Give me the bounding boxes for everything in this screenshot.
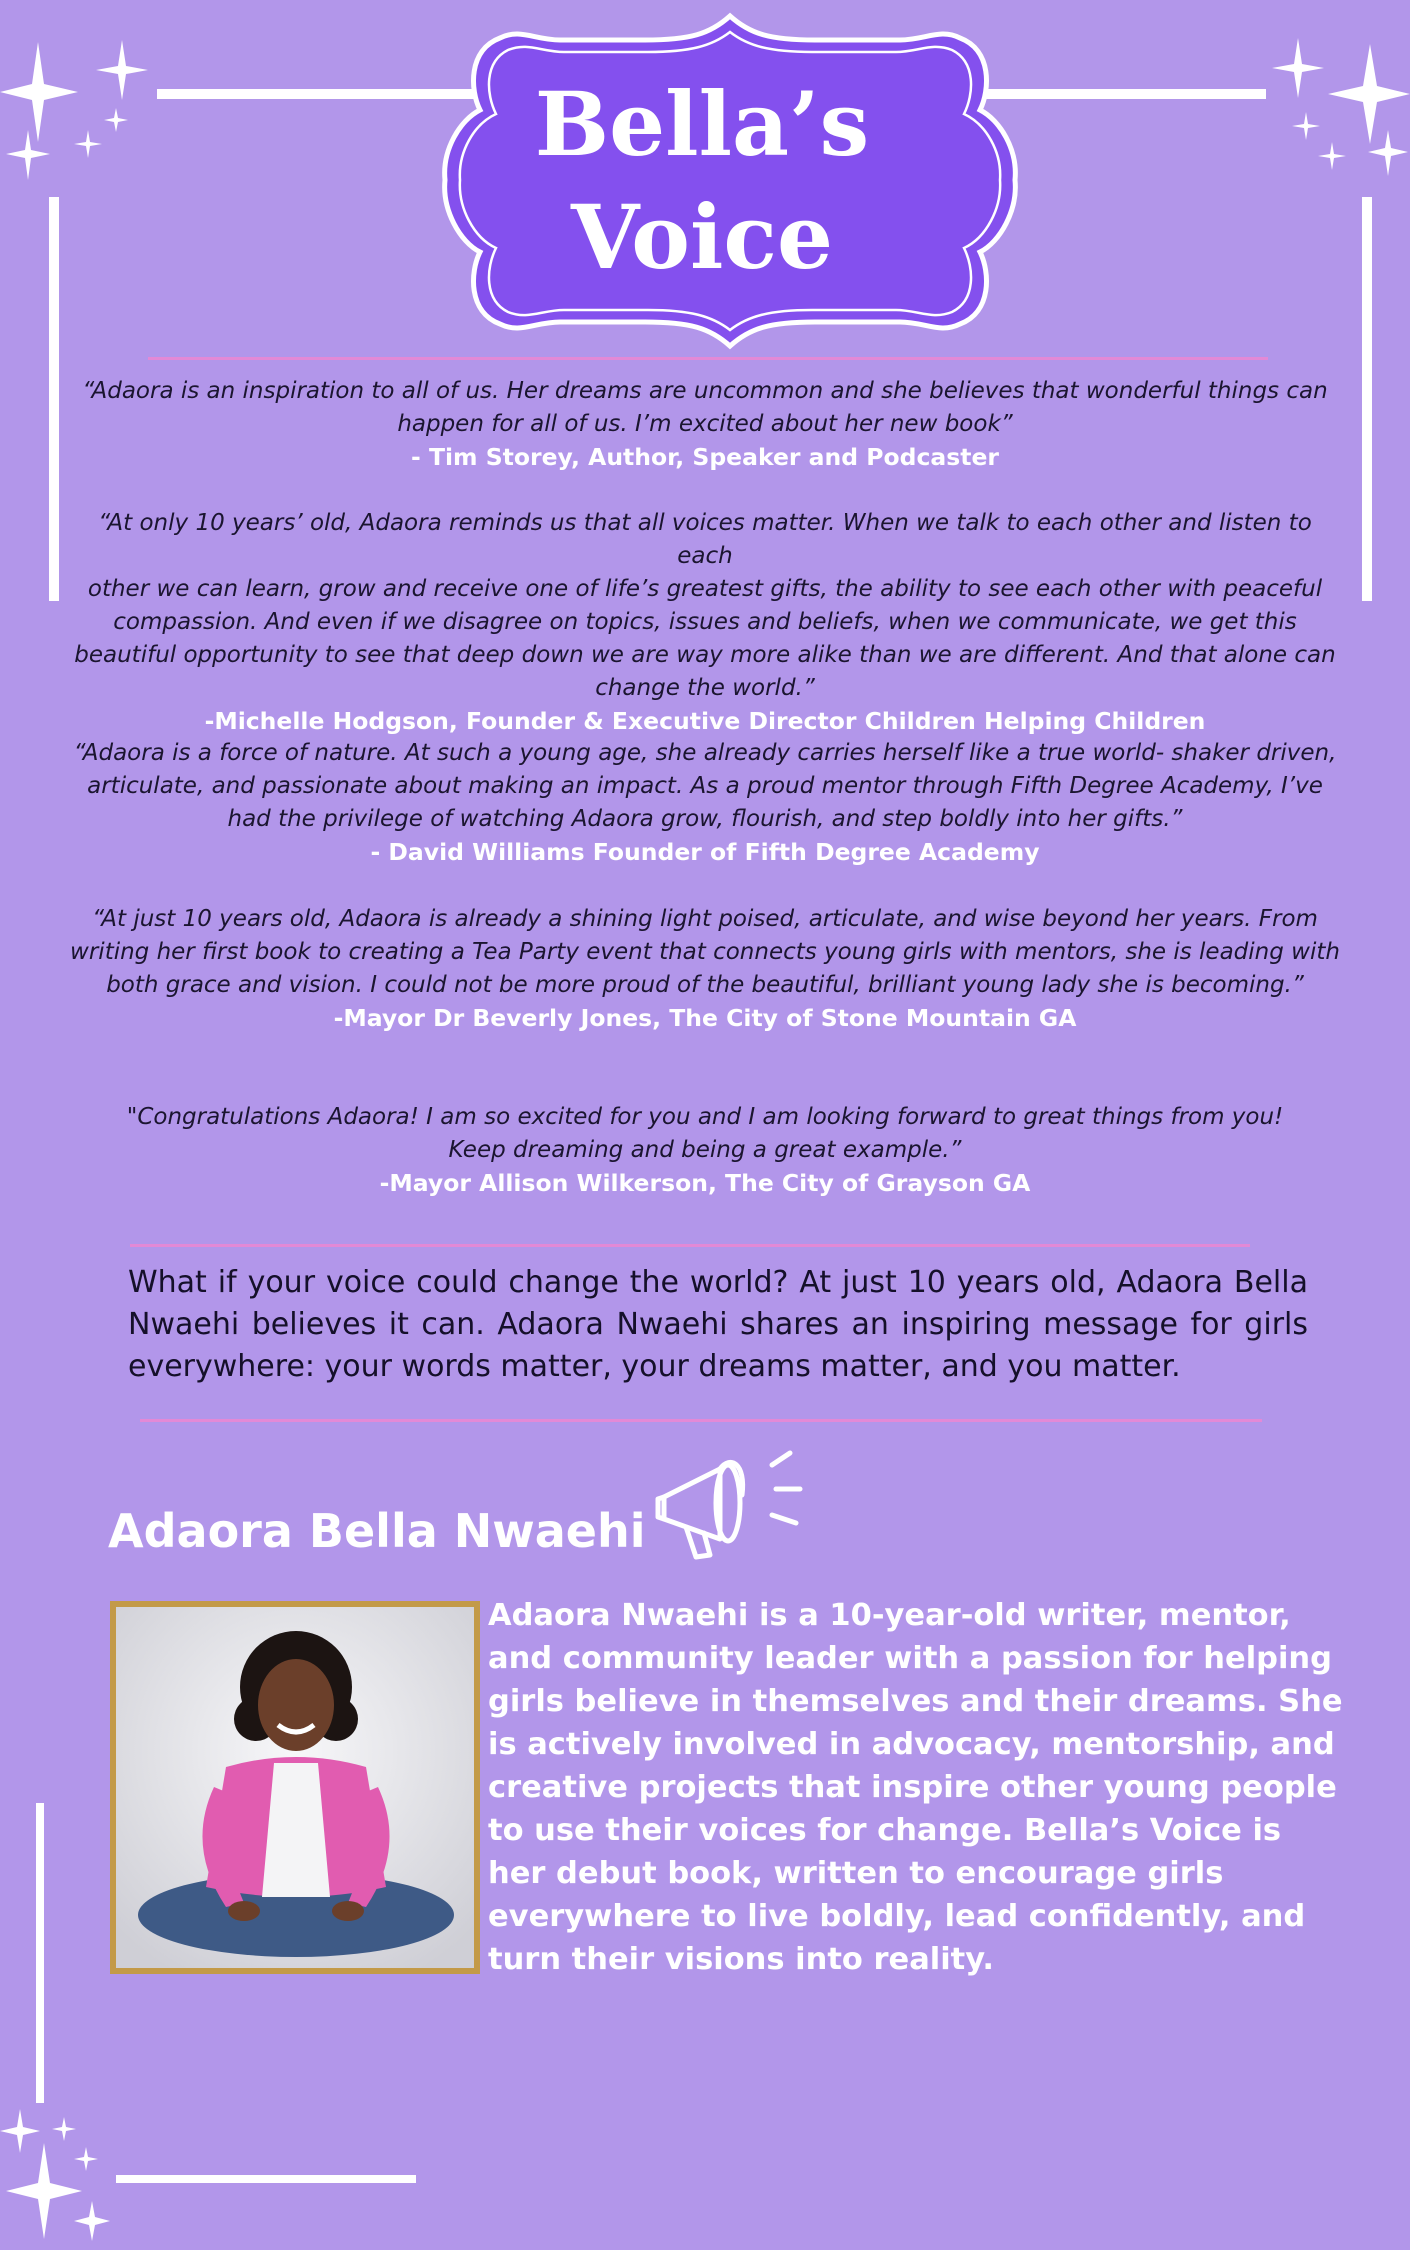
author-name: Adaora Bella Nwaehi [108,1504,646,1558]
divider-top [148,357,1268,360]
title-plaque [440,10,1020,352]
frame-bottom-left-vertical-line [36,1803,44,2103]
divider-lower [140,1419,1262,1422]
divider-middle [130,1244,1250,1247]
testimonial-attribution: -Michelle Hodgson, Founder & Executive Director Children Helping Children [204,707,1206,735]
sparkle-cluster-top-left-icon [0,30,160,190]
megaphone-icon [650,1445,810,1573]
testimonial-attribution: -Mayor Allison Wilkerson, The City of Grayson GA [379,1169,1031,1197]
testimonial-4 [70,903,1340,1035]
author-photo [110,1601,480,1974]
testimonial-2 [70,507,1340,738]
testimonial-attribution: - Tim Storey, Author, Speaker and Podcaster [411,443,999,471]
sparkle-cluster-bottom-left-icon [0,2105,130,2245]
sparkle-cluster-top-right-icon [1258,30,1410,190]
book-intro: What if your voice could change the world? At just 10 years old, Adaora Bella Nwaehi believes it can. Adaora Nwaehi shares an inspiring message for girls everywhere: your words matter, your dreams matter, and you matter. [128,1265,1308,1384]
testimonial-attribution: -Mayor Dr Beverly Jones, The City of Stone Mountain GA [333,1004,1077,1032]
testimonial-text: “At just 10 years old, Adaora is already a shining light poised, articulate, and wise beyond her years. From writing her first book to creating a Tea Party event that connects young girls with mentors, she is leading with both grace and vision. I could not be more proud of the beautiful, brilliant young lady she is becoming.” [70,906,1340,998]
title-line-2: Voice [571,185,833,289]
testimonial-text: “Adaora is an inspiration to all of us. Her dreams are uncommon and she believes that wonderful things can happen for all of us. I’m excited about her new book” [82,378,1328,437]
testimonial-text: “At only 10 years’ old, Adaora reminds us that all voices matter. When we talk to each other and listen to each other we can learn, grow and receive one of life’s greatest gifts, the ability to see each other with peaceful compassion. And even if we disagree on topics, issues and beliefs, when we communicate, we get this beautiful opportunity to see that deep down we are way more alike than we are different. And that alone can change the world.” [74,510,1336,701]
testimonial-3 [70,737,1340,869]
author-bio: Adaora Nwaehi is a 10-year-old writer, mentor, and community leader with a passion for helping girls believe in themselves and their dreams. She is actively involved in advocacy, mentorship, and creative projects that inspire other young people to use their voices for change. Bella’s Voice is her debut book, written to encourage girls everywhere to live boldly, lead confidently, and turn their visions into reality. [488,1598,1343,1977]
frame-left-line [49,197,59,601]
title-line-1: Bella’s [534,72,870,176]
testimonial-attribution: - David Williams Founder of Fifth Degree Academy [370,838,1040,866]
author-portrait-illustration [116,1607,474,1968]
testimonial-text: “Adaora is a force of nature. At such a young age, she already carries herself like a true world- shaker driven, articulate, and passionate about making an impact. As a proud mentor through Fifth Degree Academy, I’ve had the privilege of watching Adaora grow, flourish, and step boldly into her gifts.” [73,740,1337,832]
testimonial-text: "Congratulations Adaora! I am so excited for you and I am looking forward to great things from you! Keep dreaming and being a great example.” [126,1104,1284,1163]
testimonial-1 [70,375,1340,474]
testimonial-5 [70,1101,1340,1200]
frame-right-line [1362,197,1372,601]
frame-bottom-line [116,2175,416,2183]
